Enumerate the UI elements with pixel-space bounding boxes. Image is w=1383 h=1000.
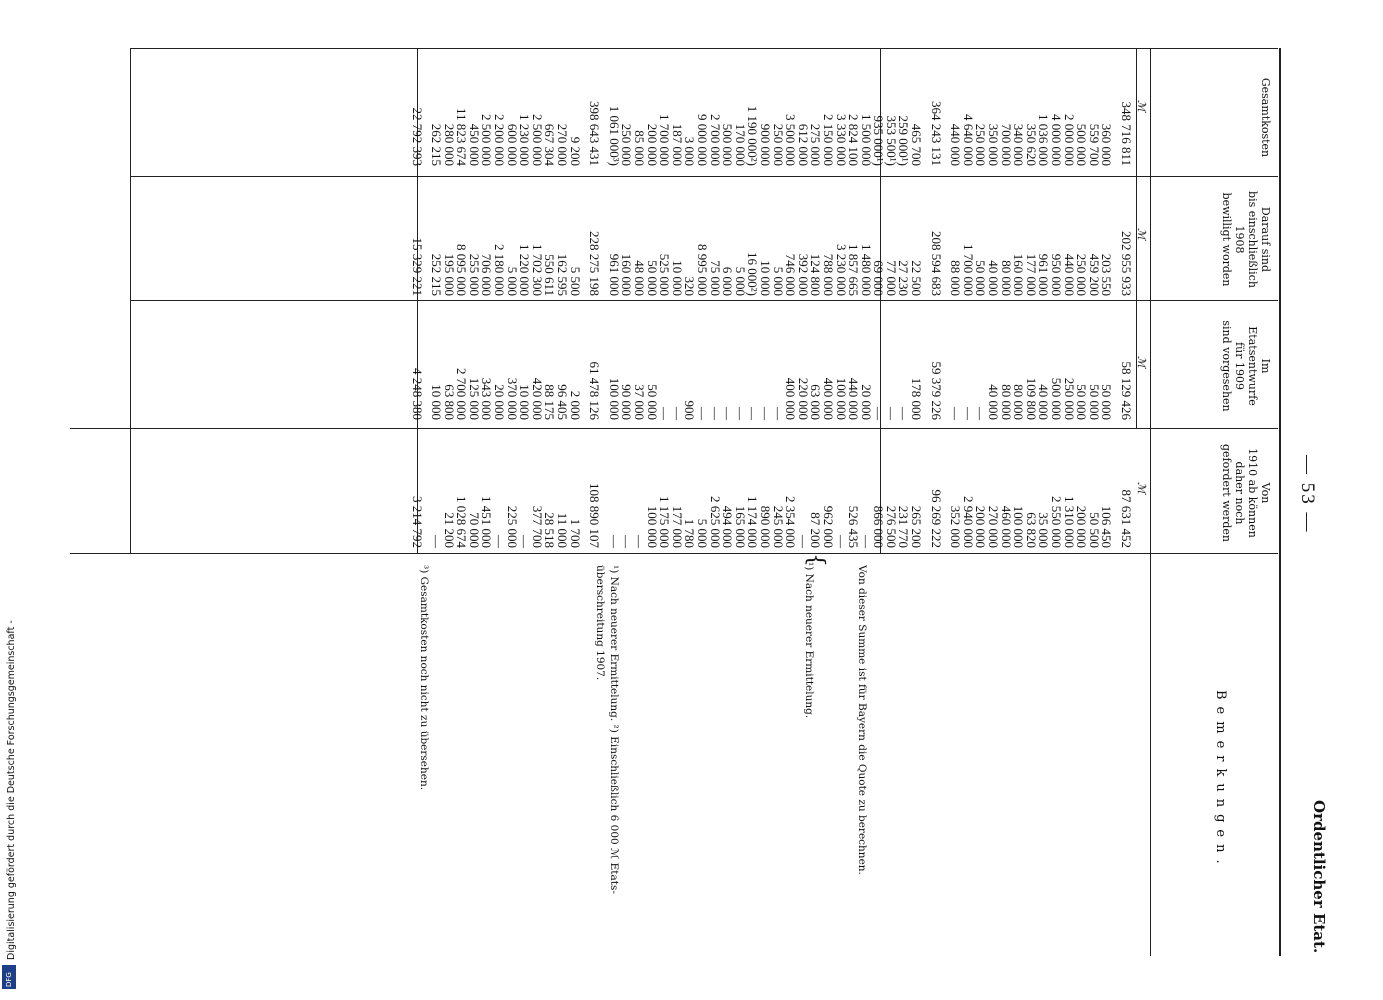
table-cell: 50 000 [973,260,989,296]
column-gesamtkosten [410,62,1132,166]
header-vorgesehen: Im Etatsentwurfe für 1909 sind vorgesehen [1220,320,1272,412]
table-cell: 16 000²) [745,252,761,296]
table-cell: 3 330 000 [833,114,849,166]
table-cell: — [948,407,964,420]
table-cell: 1 028 674 [454,496,470,548]
table-cell: 494 000 [720,505,736,548]
table-cell: 2 180 000 [492,244,508,296]
table-cell: 2 500 000 [529,114,545,166]
col-sep-0 [130,48,1278,49]
table-cell: 559 700 [1086,123,1102,166]
table-cell: 360 000 [1099,123,1115,166]
dfg-logo-icon: DFG [2,965,16,989]
table-cell: 231 770 [896,505,912,548]
table-cell: — [896,407,912,420]
table-cell: 40 000 [986,384,1002,420]
table-cell: 1 700 000 [960,244,976,296]
table-cell: 70 000 [466,512,482,548]
table-cell: 340 000 [1011,123,1027,166]
table-cell: 440 000 [1061,253,1077,296]
table-cell: 8 095 000 [454,244,470,296]
table-cell: 1 175 000 [657,496,673,548]
table-cell: 50 000 [644,260,660,296]
table-cell: 400 000 [783,377,799,420]
remark-bayern: Von dieser Summe ist für Bayern die Quote zu berechnen. [856,565,868,875]
table-cell: 195 000 [441,253,457,296]
table-cell: — [669,407,685,420]
table-cell: 75 000 [707,260,723,296]
table-cell: 440 000 [846,377,862,420]
table-cell: 100 000 [833,377,849,420]
table-cell: 1 451 000 [479,496,495,548]
table-cell: 550 611 [542,254,558,296]
table-cell: 11 823 674 [454,107,470,166]
table-cell: — [632,535,648,548]
table-cell: 1 190 000²) [745,105,761,166]
table-cell: 1 061 000³) [606,105,622,166]
table-cell: 48 000 [632,260,648,296]
table-cell: 200 000 [644,123,660,166]
table-cell: 275 000 [808,123,824,166]
table-cell: 80 000 [998,384,1014,420]
table-cell: 125 000 [466,377,482,420]
table-cell: 178 000 [909,377,925,420]
table-cell: 6 000 [720,266,736,296]
table-cell: 9 200 [567,136,583,166]
table-cell: 1 230 000 [517,114,533,166]
col-sep-4 [70,553,1278,554]
table-cell: 1 174 000 [745,496,761,548]
table-cell: 961 000 [1036,253,1052,296]
table-cell: 250 000 [1061,377,1077,420]
table-cell: 706 000 [479,253,495,296]
table-cell: 63 000 [808,384,824,420]
table-cell: 250 000 [619,123,635,166]
table-cell: 450 000 [466,123,482,166]
table-cell: 2 700 000 [707,114,723,166]
table-cell: 85 000 [632,130,648,166]
digitization-notice: Digitalisierung gefördert durch die Deutsche Forschungsgemeinschaft - [6,620,17,960]
col-sep-2 [130,300,1278,301]
table-cell: 50 000 [1086,384,1102,420]
table-cell: 96 269 222 [928,489,944,548]
table-cell: 252 215 [429,253,445,296]
table-cell: 3 214 792 [409,496,425,548]
table-cell: 5 000 [695,518,710,548]
table-cell: 255 000 [466,253,482,296]
table-cell: 962 000 [820,505,836,548]
header-bottom-rule [1150,48,1151,956]
table-cell: 1 857 665 [846,244,862,296]
table-cell: — [492,535,508,548]
table-cell: 88 175 [542,384,558,420]
table-cell: 2 550 000 [1049,496,1065,548]
table-cell: 3 230 000 [833,244,849,296]
table-cell: 262 215 [429,123,445,166]
table-cell: 80 000 [998,260,1014,296]
table-cell: 350 620 [1023,123,1039,166]
remark-brace: { [803,553,828,567]
table-cell: 353 500¹) [883,115,899,166]
table-cell: 162 595 [555,253,571,296]
table-cell: 202 955 933 [1119,231,1134,296]
table-cell: 2 625 000 [707,496,723,548]
table-cell: — [960,407,976,420]
table-cell: 900 000 [757,123,773,166]
table-cell: 63 800 [441,384,457,420]
table-cell: 35 000 [1036,512,1052,548]
table-cell: 3 000 [682,136,698,166]
table-cell: 270 000 [555,123,571,166]
table-cell: 1 220 000 [517,244,533,296]
table-cell: 500 000 [1074,123,1090,166]
table-cell: 460 000 [998,505,1014,548]
table-cell: 398 643 431 [587,101,603,166]
table-cell: 177 000 [1023,253,1039,296]
table-cell: — [720,407,736,420]
table-top-rule [1279,48,1281,956]
table-cell: 667 304 [542,123,558,166]
table-cell: 20 000 [858,384,874,420]
table-cell: — [757,407,773,420]
table-cell: 203 550 [1099,253,1115,296]
table-cell: 11 000 [555,512,571,548]
table-cell: 280 000 [441,123,457,166]
table-cell: 40 000 [986,260,1002,296]
table-cell: 8 995 000 [695,244,710,296]
table-cell: 3 500 000 [783,114,799,166]
table-cell: 109 800 [1023,377,1039,420]
table-cell: 2 940 000 [960,496,976,548]
table-cell: 1 700 000 [657,114,673,166]
table-cell: 392 000 [795,253,811,296]
table-cell: 22 792 393 [409,107,425,166]
page-number: — 53 — [1297,455,1318,534]
table-cell: 15 329 221 [409,237,425,296]
unit-col4: ℳ [1135,482,1148,494]
header-bemerkungen: Bemerkungen. [1213,690,1228,871]
table-cell: 377 700 [529,505,545,548]
table-cell: 40 000 [1036,384,1052,420]
unit-col2: ℳ [1135,228,1148,240]
table-cell: — [517,535,533,548]
table-cell: 87 631 452 [1119,489,1134,548]
table-cell: 259 000¹) [896,115,912,166]
header-gesamtkosten: Gesamtkosten [1259,77,1272,158]
table-cell: 20 000 [492,384,508,420]
table-cell: 1 780 [682,518,698,548]
table-cell: — [883,407,899,420]
table-cell: 2 354 000 [783,496,799,548]
table-cell: 100 000 [606,377,622,420]
table-cell: 59 379 226 [928,361,944,420]
table-cell: — [858,535,874,548]
table-cell: 108 890 107 [587,483,603,548]
table-cell: 63 820 [1023,512,1039,548]
table-cell: 9 000 000 [695,114,710,166]
table-cell: 2 700 000 [454,368,470,420]
table-cell: 50 000 [1099,384,1115,420]
table-cell: 343 000 [479,377,495,420]
remark-gesamtkosten: ³) Gesamtkosten noch nicht zu übersehen. [418,565,430,791]
table-cell: 228 275 198 [587,231,603,296]
table-cell: 50 500 [1086,512,1102,548]
table-cell: 1 500 000 [858,114,874,166]
table-cell: 500 000 [720,123,736,166]
table-cell: 80 000 [1011,384,1027,420]
table-cell: 370 000 [504,377,520,420]
table-cell: — [707,407,723,420]
table-cell: 5 000 [770,266,786,296]
table-cell: 61 478 126 [587,361,603,420]
table-cell: 1 700 [567,518,583,548]
table-cell: — [606,535,622,548]
table-cell: 10 000 [757,260,773,296]
table-cell: 320 [682,276,698,296]
unit-col1: ℳ [1135,100,1148,112]
table-cell: 600 000 [504,123,520,166]
table-cell: — [732,407,748,420]
col-sep-1 [130,176,1278,177]
table-cell: 265 200 [909,505,925,548]
table-cell: 10 000 [517,384,533,420]
table-cell: 10 000 [429,384,445,420]
table-cell: 364 243 131 [928,101,944,166]
table-cell: 170 000 [732,123,748,166]
table-cell: 200 000 [1074,505,1090,548]
table-cell: 2 000 [567,390,583,420]
remark-ermittelung-1: ¹) Nach neuerer Ermittelung. [803,562,815,719]
table-cell: 220 000 [795,377,811,420]
table-cell: 400 000 [820,377,836,420]
table-cell: 100 000 [1011,505,1027,548]
table-cell: 187 000 [669,123,685,166]
table-cell: 1 702 300 [529,244,545,296]
table-cell: 900 [682,400,698,420]
table-cell: 2 500 000 [479,114,495,166]
table-cell: — [770,407,786,420]
table-cell: 160 000 [619,253,635,296]
table-cell: 348 716 811 [1119,101,1134,166]
unit-col3: ℳ [1135,356,1148,368]
table-cell: 465 700 [909,123,925,166]
table-cell: 69 000 [871,260,887,296]
table-cell: 124 800 [808,253,824,296]
table-cell: 165 000 [732,505,748,548]
table-cell: 200 000 [973,505,989,548]
table-cell: 4 248 380 [409,368,425,420]
table-cell: 2 150 000 [820,114,836,166]
table-cell: 87 200 [808,512,824,548]
table-cell: 37 000 [632,384,648,420]
table-cell: 2 824 100 [846,114,862,166]
table-cell: — [429,535,445,548]
table-cell: 245 000 [770,505,786,548]
table-cell: 270 000 [986,505,1002,548]
table-cell: 866 000 [871,505,887,548]
remark-ermittelung-2: ¹) Nach neuerer Ermittelung. ²) Einschließlich 6 000 ℳ Etats- [608,565,620,894]
header-gefordert: Von 1910 ab können daher noch gefordert werden [1220,443,1272,543]
table-cell: 21 200 [441,512,457,548]
table-cell: 788 000 [820,253,836,296]
table-cell: 58 129 426 [1119,361,1134,420]
table-cell: 28 518 [542,512,558,548]
table-cell: 90 000 [619,384,635,420]
table-cell: 208 594 683 [928,231,944,296]
column-vorgesehen [410,308,1132,420]
table-cell: 250 000 [973,123,989,166]
table-cell: 352 000 [948,505,964,548]
table-cell: 1 310 000 [1061,496,1077,548]
table-cell: 160 000 [1011,253,1027,296]
table-cell: 276 500 [883,505,899,548]
table-cell: 1 480 000 [858,244,874,296]
table-cell: 96 405 [555,384,571,420]
table-cell: — [695,407,710,420]
column-gefordert [410,436,1132,548]
table-cell: 2 200 000 [492,114,508,166]
table-cell: 5 500 [567,266,583,296]
table-cell: 440 000 [948,123,964,166]
table-cell: — [795,535,811,548]
table-cell: 22 500 [909,260,925,296]
table-cell: — [619,535,635,548]
table-cell: 50 000 [1074,384,1090,420]
table-cell: 4 000 000 [1049,114,1065,166]
table-cell: — [871,407,887,420]
table-cell: 961 000 [606,253,622,296]
table-cell: 746 000 [783,253,799,296]
table-cell: — [973,407,989,420]
table-cell: 88 000 [948,260,964,296]
table-cell: 2 000 000 [1061,114,1077,166]
table-cell: — [745,407,761,420]
table-cell: 5 000 [504,266,520,296]
table-cell: — [657,407,673,420]
table-cell: 350 000 [986,123,1002,166]
table-cell: 1 036 000 [1036,114,1052,166]
table-cell: 935 000¹) [871,115,887,166]
table-cell: 525 000 [657,253,673,296]
page-title: Ordentlicher Etat. [1310,800,1328,954]
table-cell: 106 450 [1099,505,1115,548]
table-cell: 612 000 [795,123,811,166]
table-cell: 10 000 [669,260,685,296]
table-cell: — [833,535,849,548]
header-bewilligt: Darauf sind bis einschließlich 1908 bewilligt worden [1220,191,1272,288]
table-cell: 27 230 [896,260,912,296]
table-cell: 950 000 [1049,253,1065,296]
table-cell: 250 000 [770,123,786,166]
table-cell: 177 000 [669,505,685,548]
column-bewilligt [410,184,1132,296]
table-cell: 526 435 [846,505,862,548]
table-cell: 5 000 [732,266,748,296]
remark-ermittelung-2b: überschreitung 1907. [594,565,606,681]
table-cell: 50 000 [644,384,660,420]
table-cell: 420 000 [529,377,545,420]
table-cell: 250 000 [1074,253,1090,296]
table-cell: 77 000 [883,260,899,296]
table-cell: 100 000 [644,505,660,548]
table-cell: 459 200 [1086,253,1102,296]
table-cell: 500 000 [1049,377,1065,420]
col-sep-3 [70,428,1278,429]
table-cell: 4 640 000 [960,114,976,166]
table-cell: 890 000 [757,505,773,548]
table-cell: 225 000 [504,505,520,548]
table-cell: 700 000 [998,123,1014,166]
